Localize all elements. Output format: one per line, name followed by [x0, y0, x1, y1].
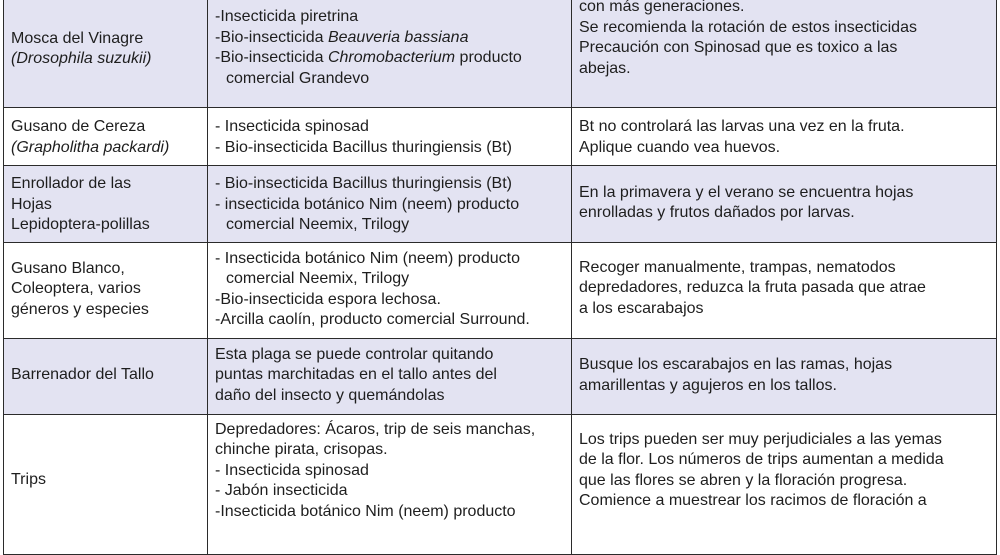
notes-line: En la primavera y el verano se encuentra hojas [579, 183, 914, 201]
notes-line: abejas. [579, 59, 631, 77]
control-cell [208, 166, 572, 243]
control-line: - Insecticida spinosad [215, 118, 369, 135]
notes-line: Busque los escarabajos en las ramas, hojas [579, 356, 893, 373]
control-cell [208, 338, 572, 414]
control-line: -Insecticida piretrina [215, 8, 359, 25]
control-line: -Bio-insecticida espora lechosa. [215, 290, 441, 308]
pest-cell [4, 338, 208, 414]
table-row [4, 414, 997, 554]
pest-name-line: géneros y especies [11, 300, 149, 318]
pest-name-line: Enrollador de las [11, 175, 132, 192]
pest-cell [4, 414, 208, 554]
table-row [4, 166, 997, 243]
control-line: - Insecticida spinosad [215, 461, 369, 479]
control-line: comercial Grandevo [226, 69, 370, 87]
pest-name-line: Lepidoptera-polillas [11, 216, 150, 233]
notes-line: que las flores se abren y la floración progresa. [579, 471, 908, 489]
control-line: - Bio-insecticida Bacillus thuringiensis (Bt) [215, 175, 512, 192]
notes-cell [572, 0, 997, 108]
notes-line: Recoger manualmente, trampas, nematodos [579, 258, 896, 276]
pest-name: Gusano de Cereza [11, 118, 146, 135]
control-line: - insecticida botánico Nim (neem) producto [215, 195, 520, 213]
control-cell [208, 0, 572, 108]
control-line: Esta plaga se puede controlar quitando [215, 345, 494, 363]
control-cell [208, 242, 572, 338]
control-line: comercial Neemix, Trilogy [226, 270, 410, 287]
notes-line: Comience a muestrear los racimos de floración a [579, 492, 927, 509]
control-line: Depredadores: Ácaros, trip de seis manchas, [215, 420, 536, 438]
control-line: - Jabón insecticida [215, 482, 348, 499]
table-row [4, 242, 997, 338]
control-cell [208, 108, 572, 166]
control-line: -Insecticida botánico Nim (neem) producto [215, 502, 516, 520]
notes-cell [572, 166, 997, 243]
control-line: -Bio-insecticida Beauveria bassiana [215, 28, 469, 46]
control-line: - Bio-insecticida Bacillus thuringiensis (Bt) [215, 138, 512, 156]
control-line: daño del insecto y quemándolas [215, 386, 445, 404]
control-line: comercial Neemix, Trilogy [226, 216, 410, 233]
pest-scientific-name: (Drosophila suzukii) [11, 50, 152, 67]
notes-line: Aplique cuando vea huevos. [579, 138, 781, 156]
pest-cell [4, 242, 208, 338]
notes-line: depredadores, reduzca la fruta pasada que atrae [579, 279, 926, 296]
notes-line: Se recomienda la rotación de estos insecticidas [579, 18, 917, 36]
pest-name-line: Trips [11, 470, 46, 488]
notes-line: Bt no controlará las larvas una vez en la fruta. [579, 118, 905, 135]
notes-line: de la flor. Los números de trips aumentan a medida [579, 451, 944, 468]
notes-line: a los escarabajos [579, 299, 704, 317]
control-line: -Bio-insecticida Chromobacterium producto [215, 49, 522, 66]
notes-line: Los trips pueden ser muy perjudiciales a las yemas [579, 430, 942, 448]
notes-line: amarillentas y agujeros en los tallos. [579, 376, 837, 394]
control-line: chinche pirata, crisopas. [215, 441, 388, 458]
pest-cell [4, 108, 208, 166]
pest-control-table [3, 0, 997, 555]
pest-name-line: Barrenador del Tallo [11, 366, 154, 384]
notes-cell [572, 338, 997, 414]
notes-line: enrolladas y frutos dañados por larvas. [579, 204, 855, 222]
control-line: puntas marchitadas en el tallo antes del [215, 366, 497, 384]
control-line: - Insecticida botánico Nim (neem) producto [215, 249, 521, 267]
notes-cell [572, 108, 997, 166]
pest-name: Mosca del Vinagre [11, 29, 144, 47]
pest-cell [4, 0, 208, 108]
notes-line: Precaución con Spinosad que es toxico a las [579, 39, 898, 56]
notes-cell [572, 242, 997, 338]
table-row [4, 0, 997, 108]
pest-name-line: Coleoptera, varios [11, 280, 141, 298]
table-row [4, 108, 997, 166]
pest-cell [4, 166, 208, 243]
control-cell [208, 414, 572, 554]
pest-name-line: Gusano Blanco, [11, 259, 125, 277]
notes-line: con más generaciones. [579, 0, 745, 15]
control-line: -Arcilla caolín, producto comercial Surround. [215, 311, 530, 328]
pest-scientific-name: (Grapholitha packardi) [11, 138, 170, 156]
table-row [4, 338, 997, 414]
notes-cell [572, 414, 997, 554]
pest-name-line: Hojas [11, 195, 52, 213]
